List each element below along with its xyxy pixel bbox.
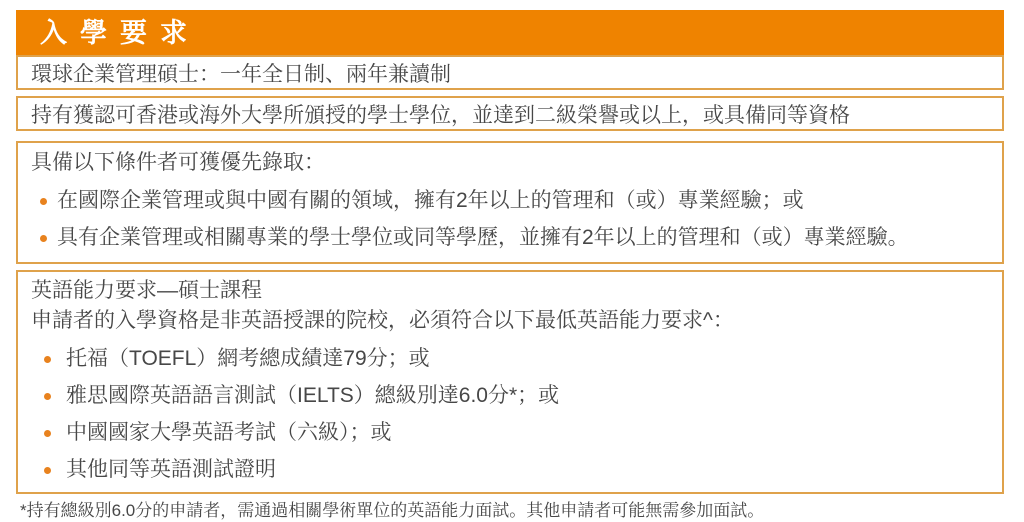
degree-requirement-box (16, 96, 1004, 131)
priority-admission-heading: 具備以下條件者可獲優先錄取： (31, 151, 325, 174)
bullet-icon (44, 356, 51, 363)
list-item-text: 托福（TOEFL）網考總成績達79分；或 (66, 347, 430, 370)
program-mode-box (16, 55, 1004, 90)
list-item (31, 224, 989, 252)
program-mode-text: 環球企業管理碩士：一年全日制、兩年兼讀制 (31, 62, 451, 86)
english-requirement-subheading: 申請者的入學資格是非英語授課的院校，必須符合以下最低英語能力要求^： (31, 309, 734, 332)
content-column (16, 10, 1004, 522)
degree-requirement-text: 持有獲認可香港或海外大學所頒授的學士學位，並達到二級榮譽或以上，或具備同等資格 (31, 103, 850, 127)
english-requirement-heading: 英語能力要求—碩士課程 (31, 279, 262, 302)
section-title: 入學要求 (40, 18, 200, 49)
section-header (16, 10, 1004, 55)
list-item-text: 雅思國際英語語言測試（IELTS）總級別達6.0分*；或 (66, 384, 560, 407)
list-item (31, 382, 989, 410)
english-requirement-box (16, 270, 1004, 494)
list-item-text: 中國國家大學英語考試（六級）；或 (66, 421, 392, 444)
list-item-text: 在國際企業管理或與中國有關的領域，擁有2年以上的管理和（或）專業經驗；或 (57, 189, 804, 212)
list-item (31, 345, 989, 373)
bullet-icon (44, 467, 51, 474)
bullet-icon (44, 393, 51, 400)
list-item-text: 其他同等英語測試證明 (66, 458, 276, 481)
list-item (31, 187, 989, 215)
list-item (31, 456, 989, 484)
list-item (31, 419, 989, 447)
footnote-text: *持有總級別6.0分的申請者，需通過相關學術單位的英語能力面試。其他申請者可能無需參加面試。 (20, 501, 765, 520)
list-item-text: 具有企業管理或相關專業的學士學位或同等學歷，並擁有2年以上的管理和（或）專業經驗。 (57, 226, 909, 249)
bullet-icon (40, 198, 47, 205)
bullet-icon (40, 235, 47, 242)
priority-admission-box (16, 141, 1004, 264)
bullet-icon (44, 430, 51, 437)
